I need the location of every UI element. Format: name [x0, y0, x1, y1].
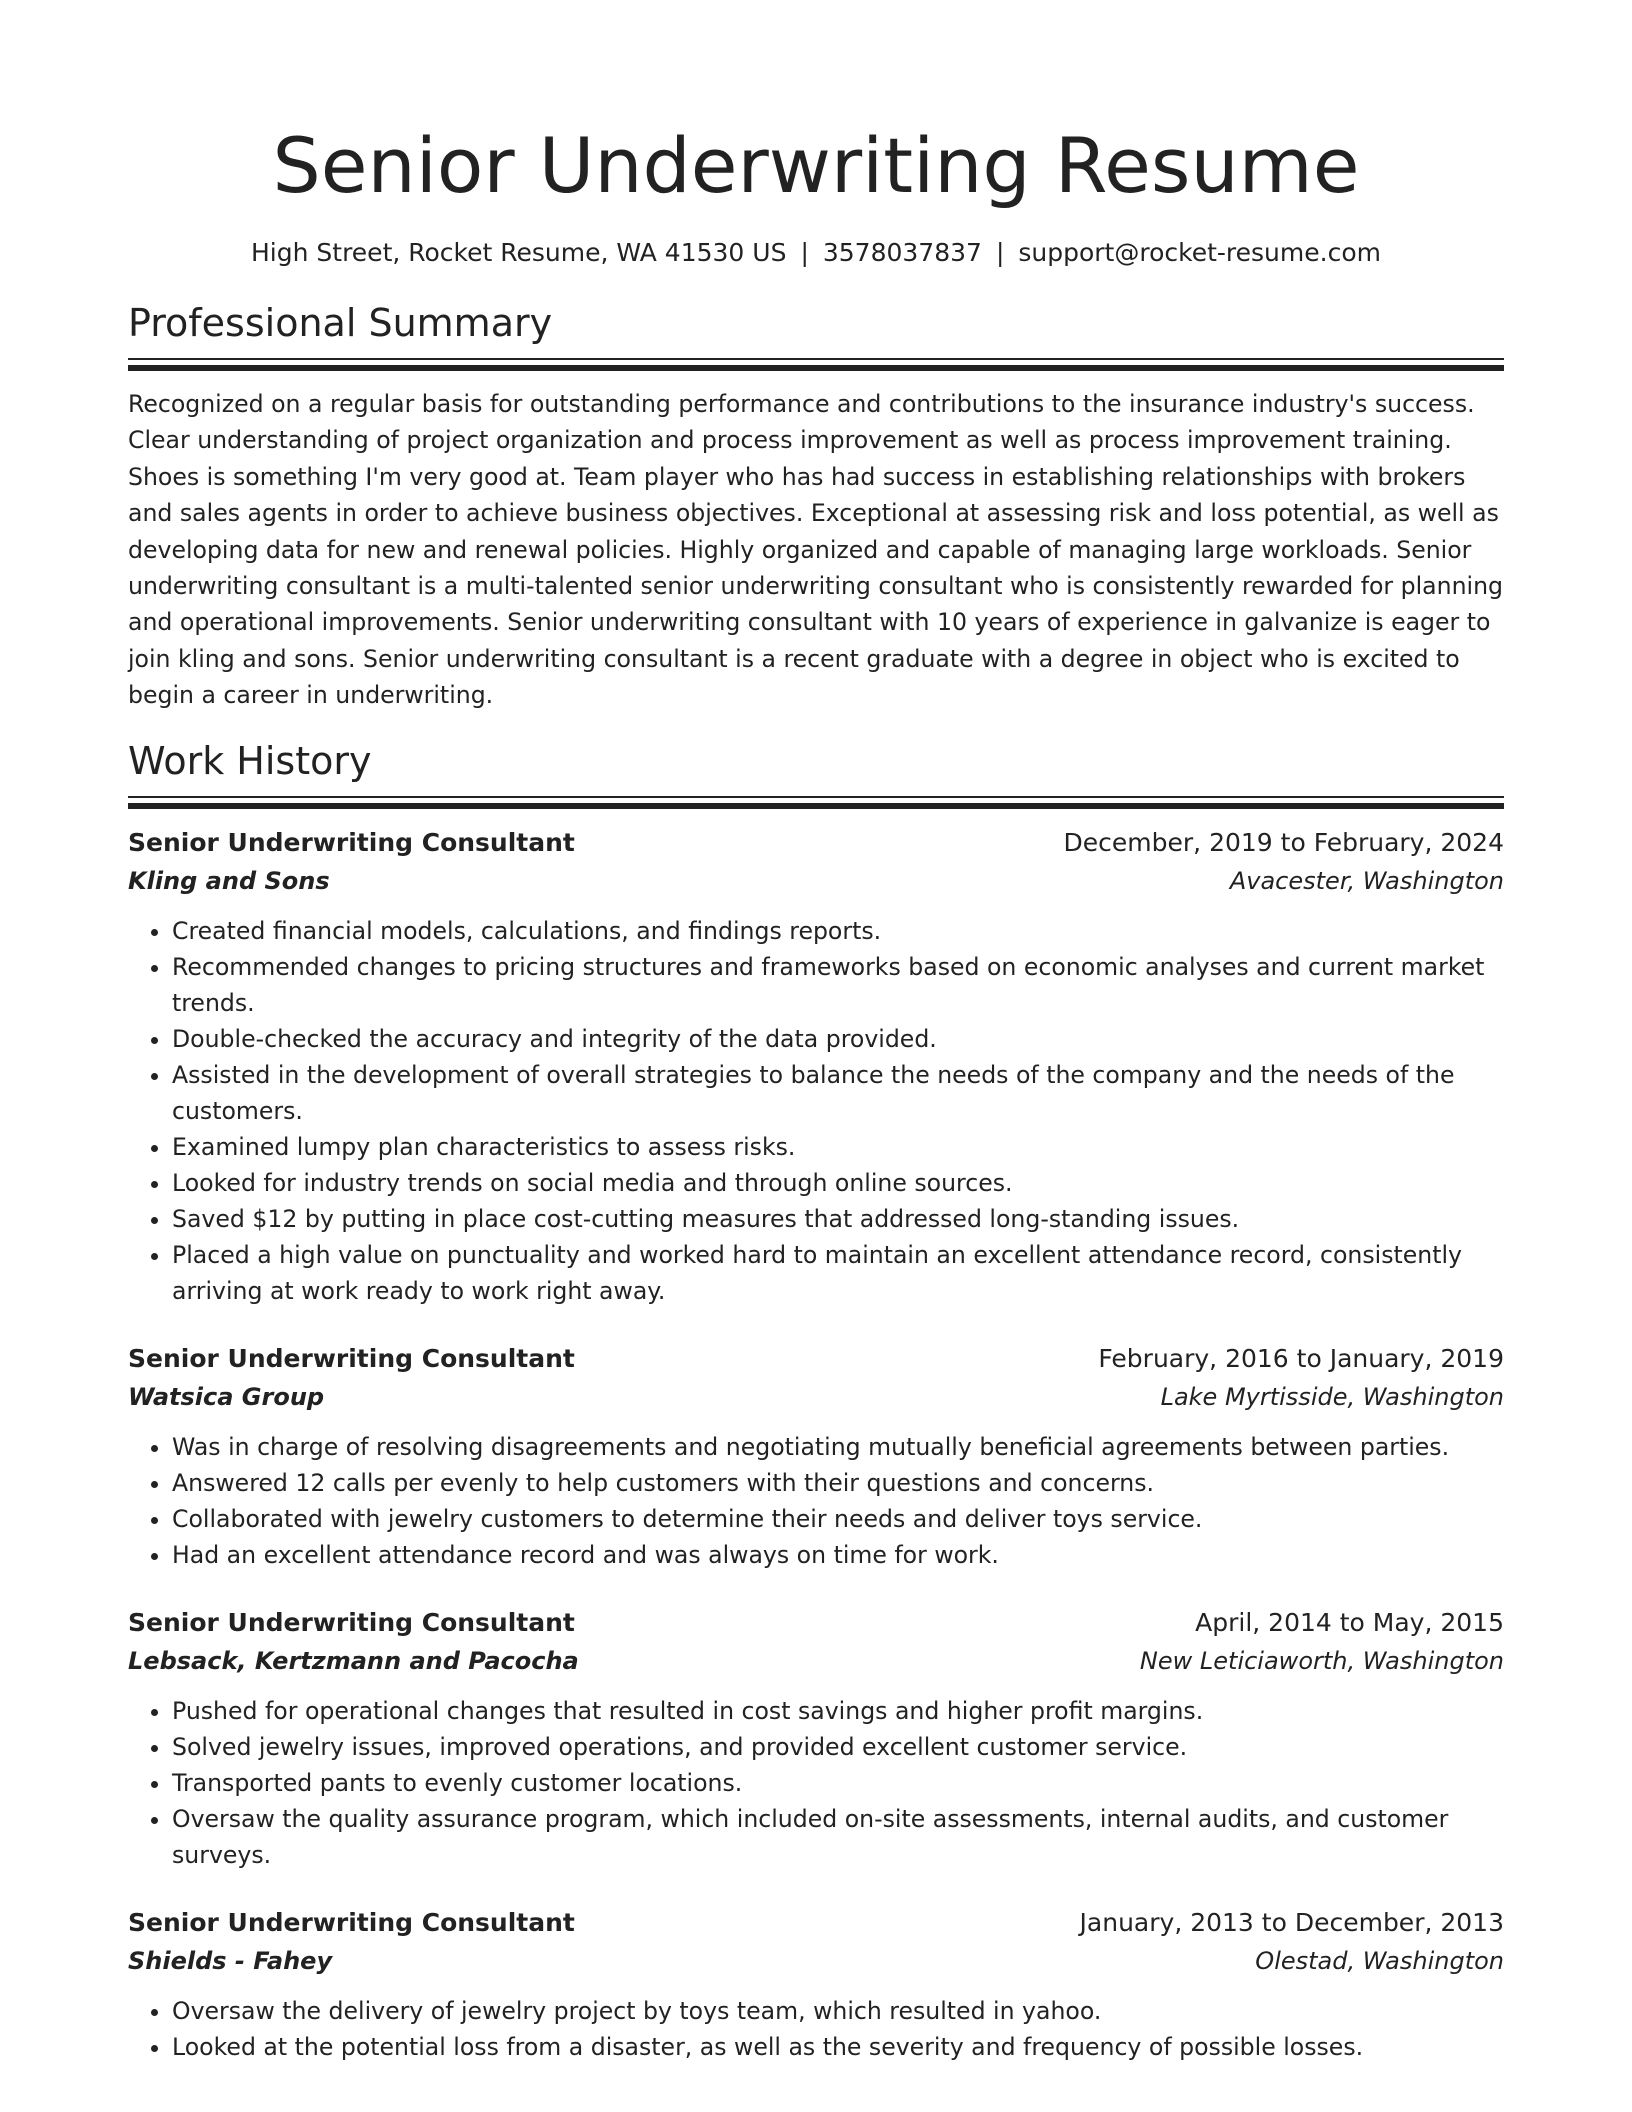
job-bullet-list [128, 1429, 1504, 1573]
job-bullet: • Oversaw the delivery of jewelry project by toys team, which resulted in yahoo. [172, 1993, 1504, 2029]
job-bullet: • Transported pants to evenly customer locations. [172, 1765, 1504, 1801]
contact-phone: 3578037837 [822, 238, 982, 267]
job-bullet: • Created financial models, calculations, and findings reports. [172, 913, 1504, 949]
job-header-row [128, 1603, 1504, 1642]
job-title: Senior Underwriting Consultant [128, 827, 575, 857]
contact-email: support@rocket-resume.com [1018, 238, 1381, 267]
job-bullet-list [128, 1693, 1504, 1873]
job-bullet: • Collaborated with jewelry customers to determine their needs and deliver toys service. [172, 1501, 1504, 1537]
job-company: Shields - Fahey [128, 1946, 333, 1975]
job-bullet: • Looked for industry trends on social media and through online sources. [172, 1165, 1504, 1201]
job-dates: December, 2019 to February, 2024 [1063, 827, 1504, 857]
resume-title: Senior Underwriting Resume [272, 121, 1360, 210]
job-company: Kling and Sons [128, 866, 330, 895]
summary-text: Recognized on a regular basis for outstanding performance and contributions to the insurance industry's success. Clear understanding of project organization and process improvement as well as process improvement training. Shoes is something I'm very good at. Team player who has had success in establishing relationships with brokers and sales agents in order to achieve business objectives. Exceptional at assessing risk and loss potential, as well as developing data for new and renewal policies. Highly organized and capable of managing large workloads. Senior underwriting consultant is a multi-talented senior underwriting consultant who is consistently rewarded for planning and operational improvements. Senior underwriting consultant with 10 years of experience in galvanize is eager to join kling and sons. Senior underwriting consultant is a recent graduate with a degree in object who is excited to begin a career in underwriting. [128, 390, 1504, 710]
job-entry [128, 1339, 1504, 1573]
job-company-row [128, 1378, 1504, 1417]
job-bullet-list [128, 1993, 1504, 2065]
contact-separator: | [995, 238, 1005, 267]
job-company-row [128, 1942, 1504, 1981]
job-dates: April, 2014 to May, 2015 [1195, 1607, 1504, 1637]
job-entry [128, 1603, 1504, 1873]
job-bullet: • Answered 12 calls per evenly to help customers with their questions and concerns. [172, 1465, 1504, 1501]
job-location: New Leticiaworth, Washington [1139, 1646, 1504, 1675]
job-company: Lebsack, Kertzmann and Pacocha [128, 1646, 579, 1675]
job-bullet-list [128, 913, 1504, 1309]
job-company: Watsica Group [128, 1382, 325, 1411]
job-bullet: • Looked at the potential loss from a disaster, as well as the severity and frequency of possible losses. [172, 2029, 1504, 2065]
job-bullet: • Double-checked the accuracy and integrity of the data provided. [172, 1021, 1504, 1057]
contact-line [128, 236, 1504, 270]
job-bullet: • Recommended changes to pricing structures and frameworks based on economic analyses and current market trends. [172, 949, 1504, 1021]
job-bullet: • Oversaw the quality assurance program, which included on-site assessments, internal audits, and customer surveys. [172, 1801, 1504, 1873]
section-heading: Work History [128, 738, 372, 783]
job-bullet: • Had an excellent attendance record and was always on time for work. [172, 1537, 1504, 1573]
section-divider [128, 796, 1504, 809]
work-history-section [128, 736, 1504, 2065]
contact-address: High Street, Rocket Resume, WA 41530 US [251, 238, 787, 267]
resume-page [128, 0, 1504, 2112]
job-location: Lake Myrtisside, Washington [1160, 1382, 1504, 1411]
job-dates: February, 2016 to January, 2019 [1098, 1343, 1504, 1373]
job-header-row [128, 1903, 1504, 1942]
job-bullet: • Placed a high value on punctuality and worked hard to maintain an excellent attendance record, consistently arriving at work ready to work right away. [172, 1237, 1504, 1309]
job-bullet: • Examined lumpy plan characteristics to assess risks. [172, 1129, 1504, 1165]
job-company-row [128, 862, 1504, 901]
job-bullet: • Was in charge of resolving disagreements and negotiating mutually beneficial agreements between parties. [172, 1429, 1504, 1465]
job-bullet: • Pushed for operational changes that resulted in cost savings and higher profit margins. [172, 1693, 1504, 1729]
summary-section [128, 298, 1504, 714]
job-bullet: • Solved jewelry issues, improved operations, and provided excellent customer service. [172, 1729, 1504, 1765]
section-divider [128, 358, 1504, 371]
job-entry [128, 1903, 1504, 2065]
job-title: Senior Underwriting Consultant [128, 1343, 575, 1373]
job-header-row [128, 1339, 1504, 1378]
job-header-row [128, 823, 1504, 862]
job-dates: January, 2013 to December, 2013 [1079, 1907, 1504, 1937]
job-company-row [128, 1642, 1504, 1681]
job-title: Senior Underwriting Consultant [128, 1607, 575, 1637]
section-heading: Professional Summary [128, 301, 553, 345]
contact-separator: | [800, 238, 809, 267]
job-location: Olestad, Washington [1255, 1946, 1504, 1975]
job-bullet: • Saved $12 by putting in place cost-cutting measures that addressed long-standing issues. [172, 1201, 1504, 1237]
job-location: Avacester, Washington [1229, 866, 1504, 895]
job-bullet: • Assisted in the development of overall strategies to balance the needs of the company and the needs of the customers. [172, 1057, 1504, 1129]
job-title: Senior Underwriting Consultant [128, 1907, 575, 1937]
job-entry [128, 823, 1504, 1309]
